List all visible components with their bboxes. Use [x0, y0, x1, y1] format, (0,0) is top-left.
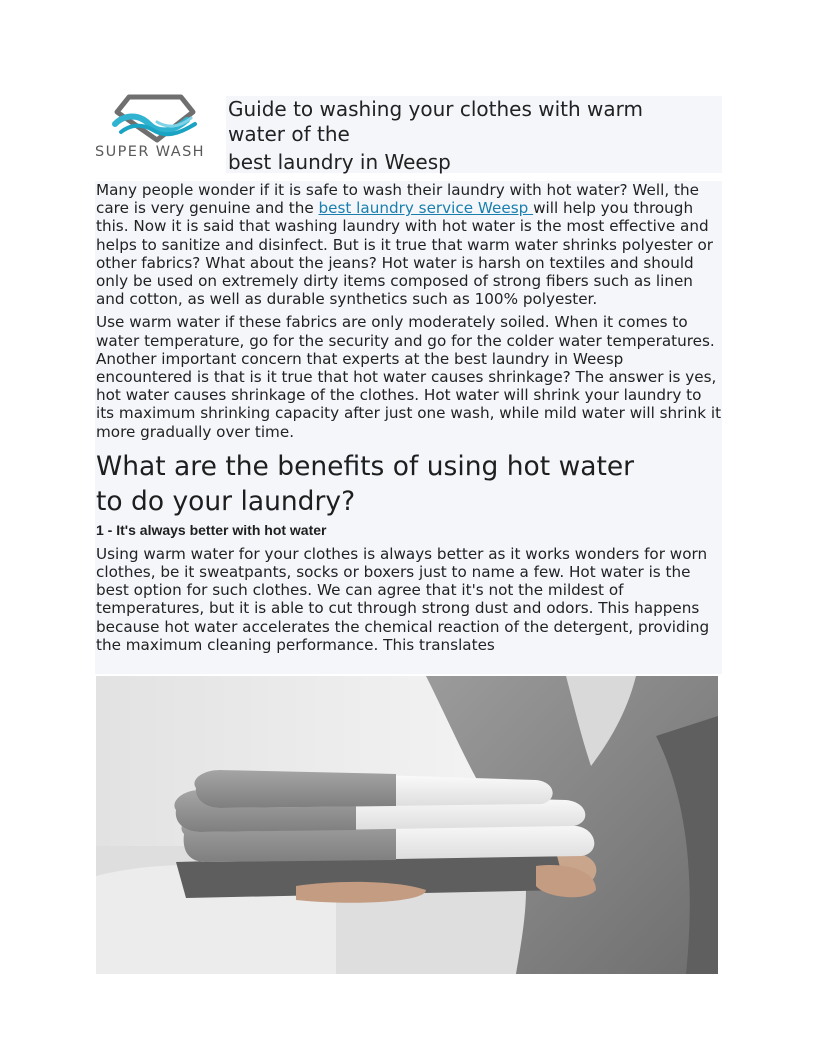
- heading-line: to do your laundry?: [96, 485, 356, 517]
- towels-illustration: [96, 676, 718, 974]
- article-body: [95, 181, 722, 674]
- shrinkage-paragraph: Use warm water if these fabrics are only moderately soiled. When it comes to water temperature, go for the security and go for the colder water temperatures. Another important concern that experts at the best laundry in Weesp encountered is that is it true that hot water causes shrinkage? The answer is yes, hot water causes shrinkage of the clothes. Hot water will shrink your laundry to its maximum shrinking capacity after just one wash, while mild water will shrink it more gradually over time.: [96, 313, 722, 441]
- benefit-paragraph: Using warm water for your clothes is always better as it works wonders for worn clothes, be it sweatpants, socks or boxers just to name a few. Hot water is the best option for such clothes. We can agree that it's not the mildest of temperatures, but it is able to cut through strong dust and odors. This happens because hot water accelerates the chemical reaction of the detergent, providing the maximum cleaning performance. This translates: [96, 544, 710, 654]
- logo-wordmark: SUPER WASH: [95, 144, 205, 160]
- laundry-service-link[interactable]: best laundry service Weesp: [318, 199, 534, 218]
- intro-text-end: will help you through this. Now it is said that washing laundry with hot water is the most effective and helps to sanitize and disinfect. But is it true that warm water shrinks polyester or other fabrics? What about the jeans? Hot water is harsh on textiles and should only be used on extremely dirty items composed of strong fibers such as linen and cotton, as well as durable synthetics such as 100% polyester.: [96, 199, 714, 309]
- intro-paragraph: [95, 181, 722, 308]
- towels-photo: [96, 676, 718, 974]
- title-line: Guide to washing your clothes with warm: [228, 97, 643, 121]
- page-title: [226, 96, 722, 175]
- heading-line: What are the benefits of using hot water: [96, 450, 635, 482]
- title-block: [226, 96, 722, 173]
- point-heading: 1 - It's always better with hot water: [96, 521, 327, 538]
- title-line: water of the: [228, 122, 350, 146]
- super-wash-logo: [95, 94, 220, 166]
- title-line: best laundry in Weesp: [228, 150, 451, 174]
- diamond-logo-icon: [95, 94, 220, 144]
- benefits-heading: [96, 449, 722, 519]
- intro-text-start: Many people wonder if it is safe to wash their laundry with hot water? Well, the care is very genuine and the: [96, 181, 699, 218]
